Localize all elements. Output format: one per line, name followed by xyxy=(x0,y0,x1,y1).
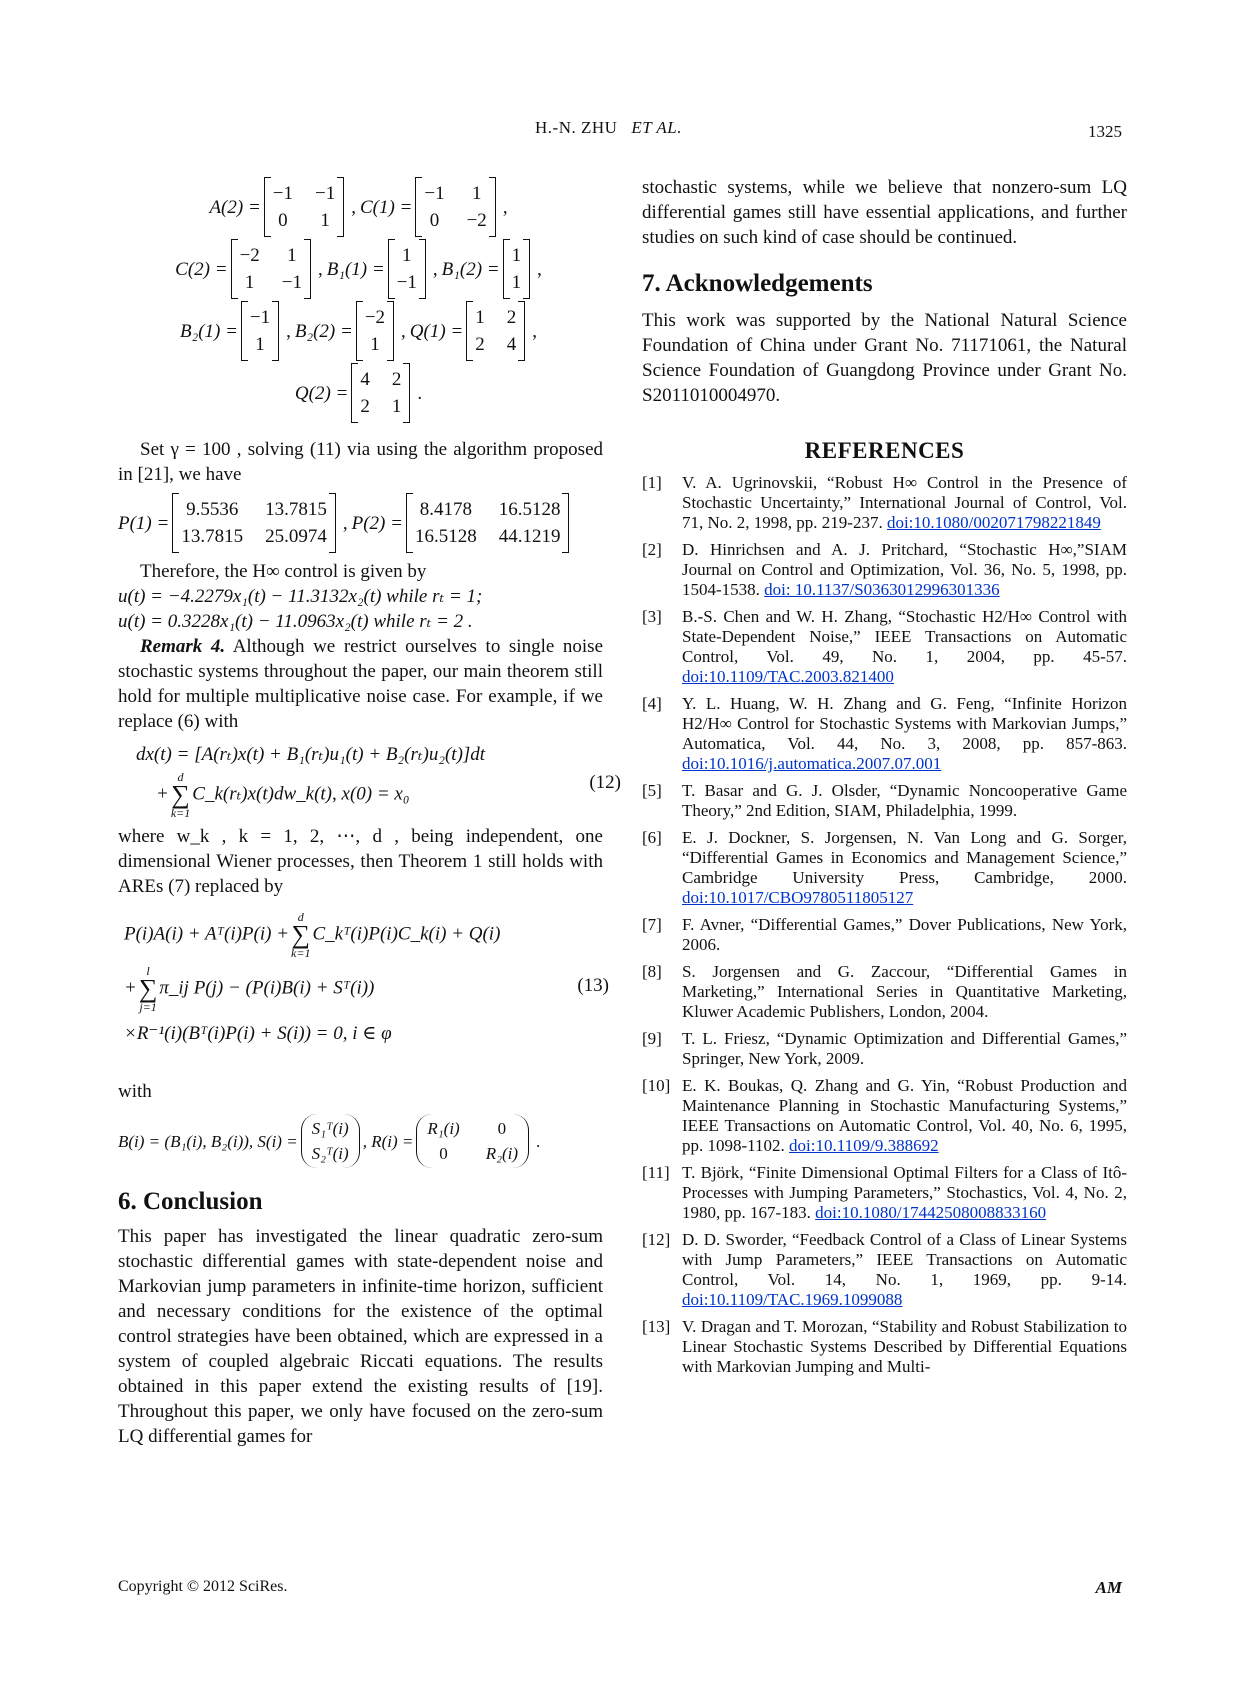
header-authors: H.-N. ZHU ET AL. xyxy=(535,118,682,137)
matrix-cell: 25.0974 xyxy=(265,526,327,547)
matrix-cell: −1 xyxy=(424,183,445,204)
reference-text: F. Avner, “Differential Games,” Dover Publications, New York, 2006. xyxy=(682,915,1127,954)
matrix-cell: 2 xyxy=(360,396,370,417)
s-vector: S₁ᵀ(i) S₂ᵀ(i) xyxy=(301,1114,360,1168)
matrix-cell: 13.7815 xyxy=(181,526,244,547)
matrix-eq-row1: A(2) = −1 −1 0 1 , C(1) = −1 1 0 −2 , xyxy=(118,177,603,237)
reference-item xyxy=(642,1076,1127,1156)
reference-number: [8] xyxy=(642,962,662,981)
where-paragraph: where w_k , k = 1, 2, ⋯, d , being independent, one dimensional Wiener processes, then Theorem 1 still holds with AREs (7) replaced by xyxy=(118,826,603,897)
matrix-cell: 1 xyxy=(244,272,255,293)
matrix-cell: −1 xyxy=(396,272,417,293)
doi-link[interactable]: doi:10.1017/CBO9780511805127 xyxy=(682,888,914,907)
reference-number: [12] xyxy=(642,1230,671,1249)
matrix-eq-row2: C(2) = −2 1 1 −1 , B₁(1) = 1 −1 , B₁(2) = 1 1 , xyxy=(118,239,603,299)
matrix-cell: 2 xyxy=(391,369,402,390)
reference-item xyxy=(642,540,1127,600)
conclusion-heading: 6. Conclusion xyxy=(118,1188,263,1215)
journal-abbrev: AM xyxy=(1095,1578,1122,1597)
therefore-text: Therefore, the H∞ control is given by xyxy=(140,561,427,582)
eq12-line2: + d ∑ k=1 C_k(rₜ)x(t)dw_k(t), x(0) = x₀ xyxy=(156,770,410,820)
set-gamma-paragraph: Set γ = 100 , solving (11) via using the algorithm proposed in [21], we have xyxy=(118,439,603,485)
equation-12 xyxy=(136,742,621,820)
left-column xyxy=(118,175,621,1449)
doi-link[interactable]: doi:10.1109/TAC.1969.1099088 xyxy=(682,1290,903,1309)
copyright-text: Copyright © 2012 SciRes. xyxy=(118,1578,288,1595)
reference-number: [2] xyxy=(642,540,662,559)
equation-13 xyxy=(124,910,609,1071)
reference-number: [11] xyxy=(642,1163,670,1182)
matrix-cell: 1 xyxy=(287,245,297,266)
matrix-cell: 1 xyxy=(255,334,265,355)
remark-label: Remark 4. xyxy=(140,636,226,657)
reference-text: T. Basar and G. J. Olsder, “Dynamic Noncooperative Game Theory,” 2nd Edition, SIAM, Philadelphia, 1999. xyxy=(682,781,1127,820)
matrix-b11 xyxy=(388,239,426,299)
matrix-cell: 4 xyxy=(506,334,517,355)
matrix-cell: −2 xyxy=(466,210,487,231)
matrix-cell: 44.1219 xyxy=(498,526,561,547)
matrix-cell: 2 xyxy=(475,334,485,355)
reference-text: T. Björk, “Finite Dimensional Optimal Filters for a Class of Itô-Processes with Jumping Parameters,” Stochastics, Vol. 4, No. 2, 1980, pp. 167-183. doi:10.1080/17442508008833160 xyxy=(682,1163,1127,1222)
matrix-cell: 1 xyxy=(511,272,522,293)
acknowledgements-paragraph: This work was supported by the National Natural Science Foundation of China under Grant No. 71171061, the Natural Science Foundation of Guangdong Province under Grant No. S2011010004970. xyxy=(642,310,1127,406)
eq13-line1: P(i)A(i) + Aᵀ(i)P(i) + d ∑ k=1 C_kᵀ(i)P(i)C_k(i) + Q(i) xyxy=(124,910,501,960)
eq13-line2: + l ∑ j=1 π_ij P(j) − (P(i)B(i) + Sᵀ(i)) xyxy=(124,964,375,1014)
sum-symbol: d ∑ k=1 xyxy=(291,910,311,960)
matrix-p1 xyxy=(172,493,336,553)
matrix-c1 xyxy=(415,177,495,237)
matrix-cell: −1 xyxy=(281,272,302,293)
matrix-q1 xyxy=(466,301,525,361)
matrix-eq-row4: Q(2) = 4 2 2 1 . xyxy=(118,363,603,423)
reference-number: [1] xyxy=(642,473,662,492)
reference-number: [3] xyxy=(642,607,662,626)
page-footer xyxy=(118,1578,1122,1596)
reference-text: V. Dragan and T. Morozan, “Stability and Robust Stabilization to Linear Stochastic Systems Described by Differential Equations with Markovian Jumping and Multi- xyxy=(682,1317,1127,1376)
reference-number: [13] xyxy=(642,1317,671,1336)
matrix-a2 xyxy=(264,177,344,237)
reference-item xyxy=(642,915,1127,955)
eq13-line3: ×R⁻¹(i)(Bᵀ(i)P(i) + S(i)) = 0, i ∈ φ xyxy=(124,1023,392,1044)
reference-item xyxy=(642,607,1127,687)
matrix-cell: 1 xyxy=(511,245,522,266)
reference-text: D. D. Sworder, “Feedback Control of a Class of Linear Systems with Jump Parameters,” IEEE Transactions on Automatic Control, Vol. 14, No. 1, 1969, pp. 9-14. doi:10.1109/TAC.1969.1099088 xyxy=(682,1230,1127,1309)
matrix-cell: −2 xyxy=(364,307,386,328)
matrix-cell: 4 xyxy=(360,369,370,390)
eq12-line1: dx(t) = [A(rₜ)x(t) + B₁(rₜ)u₁(t) + B₂(rₜ)u₂(t)]dt xyxy=(136,744,486,765)
matrix-b12 xyxy=(503,239,531,299)
matrix-b22 xyxy=(356,301,394,361)
reference-text: D. Hinrichsen and A. J. Pritchard, “Stochastic H∞,”SIAM Journal on Control and Optimization, Vol. 36, No. 5, 1998, pp. 1504-1538. doi: 10.1137/S0363012996301336 xyxy=(682,540,1127,599)
reference-text: V. A. Ugrinovskii, “Robust H∞ Control in the Presence of Stochastic Uncertainty,” International Journal of Control, Vol. 71, No. 2, 1998, pp. 219-237. doi:10.1080/002071798221849 xyxy=(682,473,1127,532)
matrix-eq-row3: B₂(1) = −1 1 , B₂(2) = −2 1 , Q(1) = 1 2 2 4 , xyxy=(118,301,603,361)
reference-text: T. L. Friesz, “Dynamic Optimization and Differential Games,” Springer, New York, 2009. xyxy=(682,1029,1127,1068)
matrix-cell: 1 xyxy=(370,334,380,355)
reference-list xyxy=(642,473,1127,1377)
reference-number: [6] xyxy=(642,828,662,847)
matrix-cell: 1 xyxy=(320,210,330,231)
reference-item xyxy=(642,1029,1127,1069)
matrix-q2 xyxy=(351,363,410,423)
matrix-cell: 9.5536 xyxy=(186,499,239,520)
reference-text: Y. L. Huang, W. H. Zhang and G. Feng, “Infinite Horizon H2/H∞ Control for Stochastic Systems with Markovian Jumps,” Automatica, Vol. 44, No. 3, 2008, pp. 857-863. doi:10.1016/j.automatica.2007.07.001 xyxy=(682,694,1127,773)
doi-link[interactable]: doi:10.1080/002071798221849 xyxy=(886,513,1101,532)
continued-paragraph: stochastic systems, while we believe that nonzero-sum LQ differential games still have essential applications, and further studies on such kind of case should be continued. xyxy=(642,177,1127,248)
reference-item xyxy=(642,694,1127,774)
conclusion-paragraph: This paper has investigated the linear quadratic zero-sum stochastic differential games with state-dependent noise and Markovian jump parameters in infinite-time horizon, sufficient and necessary conditions for the existence of the optimal control strategies have been obtained, which are expressed in a system of coupled algebraic Riccati equations. The results obtained in this paper extend the existing results of [19]. Throughout this paper, we only have focused on the zero-sum LQ differential games for xyxy=(118,1226,603,1447)
right-column xyxy=(642,175,1127,1384)
reference-text: B.-S. Chen and W. H. Zhang, “Stochastic H2/H∞ Control with State-Dependent Noise,” IEEE Transactions on Automatic Control, Vol. 49, No. 1, 2004, pp. 45-57. doi:10.1109/TAC.2003.821400 xyxy=(682,607,1127,686)
reference-number: [4] xyxy=(642,694,662,713)
reference-item xyxy=(642,1317,1127,1377)
matrix-cell: 16.5128 xyxy=(414,526,477,547)
matrix-cell: 2 xyxy=(506,307,517,328)
matrix-cell: 8.4178 xyxy=(419,499,472,520)
reference-text: E. J. Dockner, S. Jorgensen, N. Van Long and G. Sorger, “Differential Games in Economics and Management Science,” Cambridge University Press, Cambridge, 2000. doi:10.1017/CBO9780511805127 xyxy=(682,828,1127,907)
matrix-cell: 0 xyxy=(429,210,440,231)
eq13-tag: (13) xyxy=(577,975,609,996)
reference-number: [5] xyxy=(642,781,662,800)
matrix-cell: 1 xyxy=(475,307,485,328)
matrix-c2 xyxy=(231,239,311,299)
matrix-cell: 1 xyxy=(471,183,482,204)
doi-link[interactable]: doi:10.1109/TAC.2003.821400 xyxy=(682,667,894,686)
matrix-cell: 1 xyxy=(391,396,402,417)
reference-item xyxy=(642,1230,1127,1310)
eq12-tag: (12) xyxy=(589,772,621,793)
matrix-p2 xyxy=(406,493,570,553)
matrix-cell: −1 xyxy=(272,183,293,204)
page-number: 1325 xyxy=(1088,122,1122,141)
reference-text: E. K. Boukas, Q. Zhang and G. Yin, “Robust Production and Maintenance Planning in Stochastic Manufacturing Systems,” IEEE Transactions on Automatic Control, Vol. 40, No. 6, 1995, pp. 1098-1102. doi:10.1109/9.388692 xyxy=(682,1076,1127,1155)
matrix-cell: 1 xyxy=(402,245,412,266)
doi-link[interactable]: doi:10.1016/j.automatica.2007.07.001 xyxy=(682,754,942,773)
reference-item xyxy=(642,473,1127,533)
reference-number: [10] xyxy=(642,1076,671,1095)
matrix-cell: 16.5128 xyxy=(498,499,561,520)
reference-text: S. Jorgensen and G. Zaccour, “Differential Games in Marketing,” International Series in Quantitative Marketing, Kluwer Academic Publishers, London, 2004. xyxy=(682,962,1127,1021)
remark-paragraph: Remark 4. Although we restrict ourselves to single noise stochastic systems throughout the paper, our main theorem still hold for multiple multiplicative noise case. For example, if we replace (6) with xyxy=(118,636,604,732)
sum-symbol: d ∑ k=1 xyxy=(170,770,191,820)
doi-link[interactable]: doi:10.1109/9.388692 xyxy=(789,1136,939,1155)
riccati-solution-eq: P(1) = 9.5536 13.7815 13.7815 25.0974 , P(2) = 8.4178 16.5128 16.5128 44.1219 xyxy=(118,493,603,553)
with-text: with xyxy=(118,1081,152,1102)
matrix-cell: −2 xyxy=(239,245,260,266)
reference-number: [7] xyxy=(642,915,662,934)
reference-item xyxy=(642,781,1127,821)
matrix-cell: 0 xyxy=(278,210,288,231)
reference-item xyxy=(642,828,1127,908)
matrix-b21 xyxy=(241,301,279,361)
bsr-definitions: B(i) = (B₁(i), B₂(i)), S(i) = S₁ᵀ(i) S₂ᵀ(i) , R(i) = R₁(i) 0 0 R₂(i) . xyxy=(118,1114,603,1168)
matrix-cell: 13.7815 xyxy=(265,499,327,520)
reference-item xyxy=(642,1163,1127,1223)
doi-link[interactable]: doi: 10.1137/S0363012996301336 xyxy=(764,580,1000,599)
control-law-2: u(t) = 0.3228x₁(t) − 11.0963x₂(t) while rₜ = 2 . xyxy=(118,611,473,632)
sum-symbol: l ∑ j=1 xyxy=(138,964,158,1014)
control-law-1: u(t) = −4.2279x₁(t) − 11.3132x₂(t) while rₜ = 1; xyxy=(118,586,483,607)
acknowledgements-heading: 7. Acknowledgements xyxy=(642,270,873,297)
reference-item xyxy=(642,962,1127,1022)
matrix-cell: −1 xyxy=(249,307,271,328)
matrix-cell: −1 xyxy=(315,183,336,204)
references-heading: REFERENCES xyxy=(804,438,965,463)
reference-number: [9] xyxy=(642,1029,662,1048)
r-matrix: R₁(i) 0 0 R₂(i) xyxy=(416,1114,529,1168)
doi-link[interactable]: doi:10.1080/17442508008833160 xyxy=(815,1203,1047,1222)
